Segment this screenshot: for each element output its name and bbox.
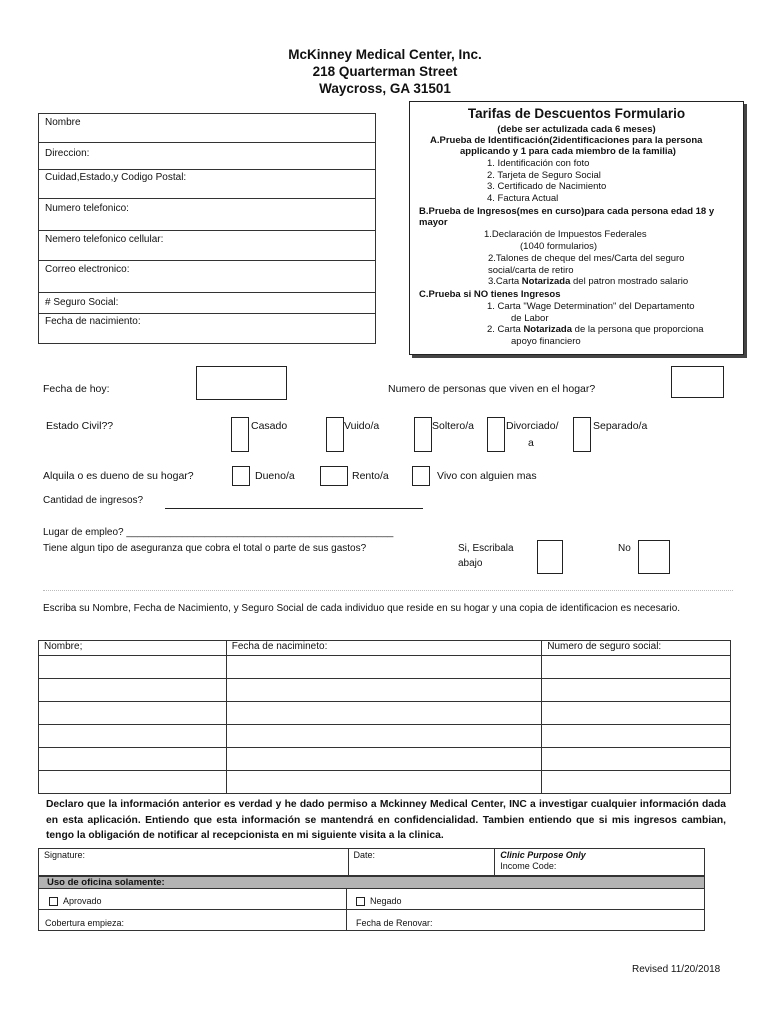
si-label: Si, Escribala xyxy=(458,543,514,554)
tarifas-subtitle: (debe ser actulizada cada 6 meses) xyxy=(497,124,656,135)
field-ciudad[interactable]: Cuidad,Estado,y Codigo Postal: xyxy=(39,170,375,199)
viudo-label: Vuido/a xyxy=(344,420,380,432)
org-city: Waycross, GA 31501 xyxy=(319,81,451,96)
table-cell[interactable] xyxy=(39,748,227,771)
signature-table xyxy=(38,848,705,876)
section-b-heading-2: mayor xyxy=(419,217,448,228)
divider xyxy=(43,590,733,591)
declaration-text: Declaro que la información anterior es verdad y he dado permiso a Mckinney Medical Center, INC a investigar cualquier información dada en esta aplicación. Entiendo que esta información se mantendrá en confidencialidad. Tambien entiendo que si mis ingresos cambian, tengo la obligación de notificar al recepcionista en mi siguiente visita a la clinica. xyxy=(46,799,726,841)
office-use-header: Uso de oficina solamente: xyxy=(38,876,705,889)
section-b-item: 2.Talones de cheque del mes/Carta del seguro xyxy=(488,253,685,264)
alquila-label: Alquila o es dueno de su hogar? xyxy=(43,470,194,482)
table-cell[interactable] xyxy=(39,656,227,679)
aseguranza-no-checkbox[interactable] xyxy=(638,540,670,574)
lugar-empleo-label: Lugar de empleo? ________________________________________________ xyxy=(43,527,394,538)
personal-info-box xyxy=(38,113,376,344)
section-a-item: 2. Tarjeta de Seguro Social xyxy=(487,170,601,181)
cantidad-ingresos-label: Cantidad de ingresos? xyxy=(43,495,144,506)
soltero-checkbox[interactable] xyxy=(414,417,432,452)
cantidad-ingresos-line[interactable] xyxy=(165,508,423,509)
table-cell[interactable] xyxy=(542,725,731,748)
table-cell[interactable] xyxy=(226,656,542,679)
table-cell[interactable] xyxy=(542,656,731,679)
table-cell[interactable] xyxy=(226,725,542,748)
table-cell[interactable] xyxy=(39,725,227,748)
no-label: No xyxy=(618,543,631,554)
table-cell[interactable] xyxy=(542,679,731,702)
household-table xyxy=(38,640,731,794)
col-header-fecha: Fecha de nacimineto: xyxy=(226,641,542,656)
table-cell[interactable] xyxy=(542,771,731,794)
org-street: 218 Quarterman Street xyxy=(312,64,458,79)
col-header-seguro: Numero de seguro social: xyxy=(542,641,731,656)
section-a-item: 3. Certificado de Nacimiento xyxy=(487,181,607,192)
col-header-nombre: Nombre; xyxy=(39,641,227,656)
tarifas-title: Tarifas de Descuentos Formulario xyxy=(467,106,686,121)
office-use-box xyxy=(38,889,705,931)
table-row xyxy=(39,656,731,679)
office-use-row-divider xyxy=(39,909,704,910)
field-telefono[interactable]: Numero telefonico: xyxy=(39,199,375,231)
vivo-con-alguien-label: Vivo con alguien mas xyxy=(437,470,537,482)
divorciado-checkbox[interactable] xyxy=(487,417,505,452)
estado-civil-label: Estado Civil?? xyxy=(46,420,114,432)
section-b-item: 1.Declaración de Impuestos Federales xyxy=(484,229,647,240)
field-seguro-social[interactable]: # Seguro Social: xyxy=(39,293,375,314)
aseguranza-label: Tiene algun tipo de aseguranza que cobra el total o parte de sus gastos? xyxy=(43,543,367,554)
viudo-checkbox[interactable] xyxy=(326,417,344,452)
table-row xyxy=(39,679,731,702)
section-a-item: 4. Factura Actual xyxy=(487,193,559,204)
income-code-label: Income Code: xyxy=(500,861,557,871)
table-cell[interactable] xyxy=(226,679,542,702)
vivo-con-alguien-checkbox[interactable] xyxy=(412,466,430,486)
clinic-purpose-label: Clinic Purpose Only xyxy=(500,850,586,860)
fecha-renovar-label: Fecha de Renovar: xyxy=(356,918,433,928)
separado-checkbox[interactable] xyxy=(573,417,591,452)
aprovado-checkbox[interactable] xyxy=(49,897,58,906)
aseguranza-si-checkbox[interactable] xyxy=(537,540,563,574)
table-row xyxy=(39,748,731,771)
dueno-label: Dueno/a xyxy=(255,470,295,482)
table-row xyxy=(39,702,731,725)
section-a-heading-2: applicando y 1 para cada miembro de la familia) xyxy=(460,146,676,157)
clinic-purpose-cell xyxy=(495,849,705,876)
field-nombre[interactable]: Nombre xyxy=(39,114,375,143)
section-a-heading: A.Prueba de Identificación(2identificaciones para la persona xyxy=(430,135,703,146)
aprovado-option[interactable]: Aprovado xyxy=(49,896,102,906)
field-correo[interactable]: Correo electronico: xyxy=(39,261,375,293)
negado-option[interactable]: Negado xyxy=(356,896,402,906)
table-cell[interactable] xyxy=(226,771,542,794)
table-row xyxy=(39,771,731,794)
table-cell[interactable] xyxy=(39,771,227,794)
table-cell[interactable] xyxy=(39,702,227,725)
tarifas-box xyxy=(409,101,744,355)
section-c-item: 2. Carta Notarizada de la persona que proporciona xyxy=(487,324,704,335)
section-b-item: social/carta de retiro xyxy=(488,265,574,276)
revised-date: Revised 11/20/2018 xyxy=(632,964,721,975)
soltero-label: Soltero/a xyxy=(432,420,475,432)
section-b-item: (1040 formularios) xyxy=(520,241,598,252)
numero-personas-label: Numero de personas que viven en el hogar? xyxy=(388,383,596,395)
section-c-item: de Labor xyxy=(511,313,549,324)
section-c-item: apoyo financiero xyxy=(511,336,581,347)
table-cell[interactable] xyxy=(226,748,542,771)
casado-checkbox[interactable] xyxy=(231,417,249,452)
table-cell[interactable] xyxy=(542,702,731,725)
divorciado-label: Divorciado/ xyxy=(506,420,559,432)
table-cell[interactable] xyxy=(542,748,731,771)
section-a-item: 1. Identificación con foto xyxy=(487,158,590,169)
org-name: McKinney Medical Center, Inc. xyxy=(288,47,482,62)
fecha-hoy-label: Fecha de hoy: xyxy=(43,383,110,395)
signature-field[interactable]: Signature: xyxy=(39,849,349,876)
field-fecha-nacimiento[interactable]: Fecha de nacimiento: xyxy=(45,316,141,327)
cobertura-label: Cobertura empieza: xyxy=(45,918,125,928)
table-cell[interactable] xyxy=(226,702,542,725)
separado-label: Separado/a xyxy=(593,420,648,432)
date-field[interactable]: Date: xyxy=(348,849,495,876)
table-cell[interactable] xyxy=(39,679,227,702)
section-b-heading: B.Prueba de Ingresos(mes en curso)para cada persona edad 18 y xyxy=(419,206,715,217)
section-c-heading: C.Prueba si NO tienes Ingresos xyxy=(419,289,561,300)
section-c-item: 1. Carta "Wage Determination" del Departamento xyxy=(487,301,695,312)
negado-checkbox[interactable] xyxy=(356,897,365,906)
field-celular[interactable]: Nemero telefonico cellular: xyxy=(39,231,375,261)
table-row xyxy=(39,725,731,748)
field-direccion[interactable]: Direccion: xyxy=(39,143,375,170)
table-header-row xyxy=(39,641,731,656)
rento-label: Rento/a xyxy=(352,470,389,482)
numero-personas-field[interactable] xyxy=(671,366,724,398)
signature-row xyxy=(39,849,705,876)
fecha-hoy-field[interactable] xyxy=(196,366,287,400)
si-label-2: abajo xyxy=(458,558,483,569)
escriba-instructions: Escriba su Nombre, Fecha de Nacimiento, y Seguro Social de cada individuo que reside en su hogar y una copia de identificacion es necesario. xyxy=(43,603,681,614)
dueno-checkbox[interactable] xyxy=(232,466,250,486)
casado-label: Casado xyxy=(251,420,288,432)
divorciado-label-suffix: a xyxy=(528,437,534,449)
section-b-item: 3.Carta Notarizada del patron mostrado salario xyxy=(488,276,689,287)
rento-checkbox[interactable] xyxy=(320,466,348,486)
